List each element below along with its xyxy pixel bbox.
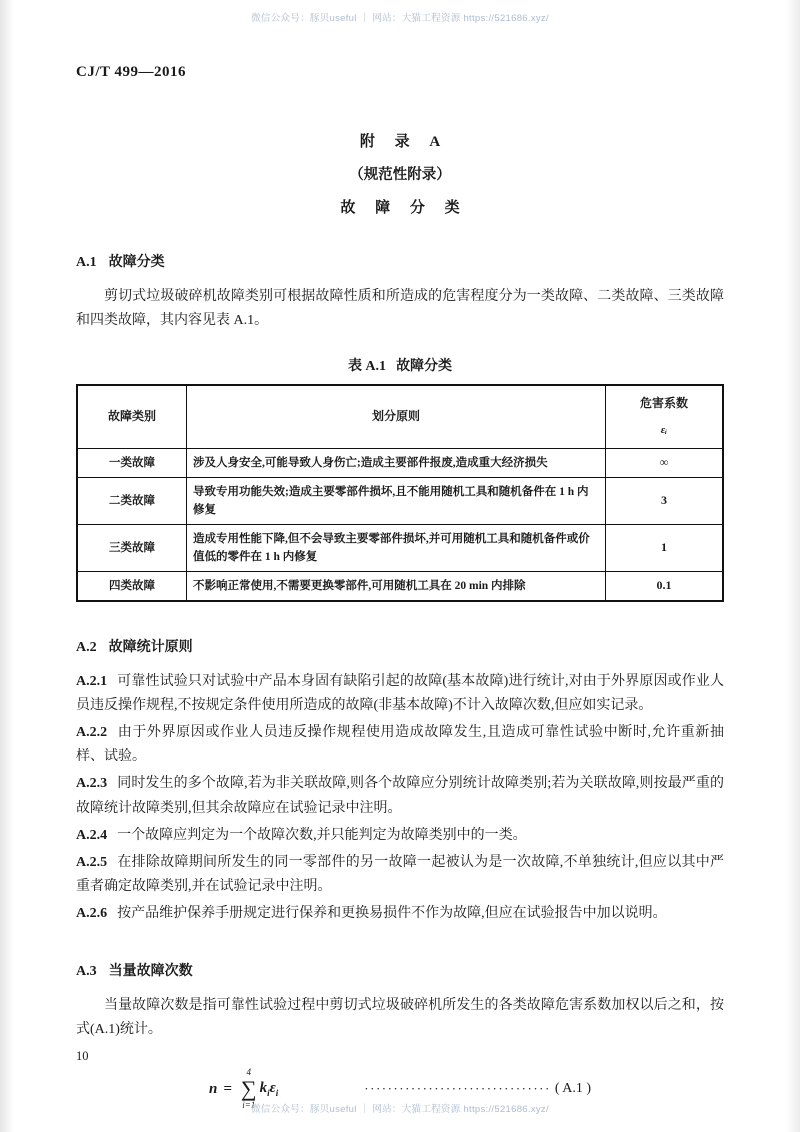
formula-k-sub: i — [267, 1088, 270, 1099]
section-title-a2: 故障统计原则 — [108, 640, 193, 656]
cell-principle: 不影响正常使用,不需要更换零部件,可用随机工具在 20 min 内排除 — [187, 572, 606, 602]
section-a1-paragraph: 剪切式垃圾破碎机故障类别可根据故障性质和所造成的危害程度分为一类故障、二类故障、三类故障和四类故障，其内容见表 A.1。 — [76, 289, 724, 329]
table-caption-label: 表 A.1 — [347, 359, 387, 375]
clause-number: A.2.1 — [76, 674, 108, 690]
cell-category: 一类故障 — [77, 449, 187, 478]
header-principle: 划分原则 — [187, 385, 606, 449]
table-row — [77, 449, 723, 478]
section-heading-a2 — [76, 636, 724, 656]
section-heading-a3 — [76, 960, 724, 980]
clause-number: A.2.2 — [76, 725, 108, 741]
fault-classification-table — [76, 384, 724, 602]
formula-lhs: n — [209, 1080, 218, 1097]
clause-number: A.2.6 — [76, 905, 108, 921]
clause-text: 按产品维护保养手册规定进行保养和更换易损件不作为故障,但应在试验报告中加以说明。 — [117, 905, 667, 921]
section-title-a3: 当量故障次数 — [108, 963, 193, 979]
header-coefficient-symbol: εᵢ — [660, 424, 668, 437]
table-head — [77, 385, 723, 449]
section-a3-paragraph: 当量故障次数是指可靠性试验过程中剪切式垃圾破碎机所发生的各类故障危害系数加权以后之和，按式(A.1)统计。 — [76, 997, 724, 1038]
clause-a23 — [76, 772, 724, 820]
cell-coefficient: 3 — [606, 478, 724, 525]
watermark-bottom: 微信公众号：豚贝useful ｜ 网站：大猫工程资源 https://521686.xyz/ — [251, 1104, 549, 1115]
watermark-top: 微信公众号：豚贝useful ｜ 网站：大猫工程资源 https://521686.xyz/ — [251, 13, 549, 24]
clause-a25 — [76, 851, 724, 899]
section-number-a3: A.3 — [76, 963, 97, 979]
table-body — [77, 449, 723, 602]
formula-epsilon-sub: i — [275, 1088, 279, 1099]
page-content — [76, 130, 724, 1110]
formula-term-epsilon — [270, 1080, 279, 1098]
annex-name: 故 障 分 类 — [340, 200, 468, 216]
cell-category: 三类故障 — [77, 525, 187, 572]
section-heading-a1 — [76, 251, 724, 271]
clause-text: 可靠性试验只对试验中产品本身固有缺陷引起的故障(基本故障)进行统计,对由于外界原因或作业人员违反操作规程,不按规定条件使用所造成的故障(非基本故障)不计入故障次数,但应如实记录。 — [76, 674, 724, 714]
annex-kind: （规范性附录） — [349, 167, 451, 183]
clause-number: A.2.3 — [76, 776, 108, 792]
section-number-a1: A.1 — [76, 255, 97, 270]
clause-text: 在排除故障期间所发生的同一零部件的另一故障一起被认为是一次故障,不单独统计,但应以其中严重者确定故障类别,并在试验记录中注明。 — [76, 854, 724, 894]
sigma-icon: ∑ — [240, 1076, 257, 1102]
cell-coefficient: ∞ — [606, 449, 724, 478]
clause-a24 — [76, 824, 724, 848]
formula-number: ( A.1 ) — [554, 1081, 591, 1097]
formula-equals: = — [223, 1080, 232, 1097]
formula-leader-dots: ································ — [364, 1081, 551, 1097]
sum-lower-limit: i=1 — [242, 1100, 256, 1111]
clause-a21 — [76, 670, 724, 718]
table-header-row — [77, 385, 723, 449]
clause-text: 同时发生的多个故障,若为非关联故障,则各个故障应分别统计故障类别;若为关联故障,则按最严重的故障统计故障类别,但其余故障应在试验记录中注明。 — [76, 776, 724, 816]
formula-epsilon: ε — [269, 1080, 276, 1097]
cell-category: 四类故障 — [77, 572, 187, 602]
cell-principle: 涉及人身安全,可能导致人身伤亡;造成主要部件报废,造成重大经济损失 — [187, 449, 606, 478]
cell-coefficient: 0.1 — [606, 572, 724, 602]
formula-k: k — [259, 1080, 268, 1097]
cell-principle: 造成专用性能下降,但不会导致主要零部件损坏,并可用随机工具和随机备件或价值低的零件在 1 h 内修复 — [187, 525, 606, 572]
table-row — [77, 572, 723, 602]
clause-number: A.2.4 — [76, 827, 108, 843]
page-number: 10 — [76, 1049, 89, 1063]
annex-title: 附 录 A — [359, 134, 449, 150]
clause-text: 由于外界原因或作业人员违反操作规程使用造成故障发生,且造成可靠性试验中断时,允许重新抽样、试验。 — [76, 725, 724, 765]
standard-number: CJ/T 499—2016 — [76, 64, 186, 80]
header-category: 故障类别 — [77, 385, 187, 449]
header-coefficient — [606, 385, 724, 449]
cell-category: 二类故障 — [77, 478, 187, 525]
table-row — [77, 478, 723, 525]
section-title-a1: 故障分类 — [108, 255, 165, 270]
clause-a26 — [76, 902, 724, 926]
section-number-a2: A.2 — [76, 640, 97, 656]
clause-a22 — [76, 721, 724, 769]
clause-text: 一个故障应判定为一个故障次数,并只能判定为故障类别中的一类。 — [117, 827, 527, 843]
cell-coefficient: 1 — [606, 525, 724, 572]
clause-number: A.2.5 — [76, 854, 108, 870]
header-coefficient-label: 危害系数 — [639, 396, 688, 411]
sum-upper-limit: 4 — [246, 1067, 251, 1078]
table-caption-title: 故障分类 — [396, 359, 453, 375]
table-row — [77, 525, 723, 572]
cell-principle: 导致专用功能失效;造成主要零部件损坏,且不能用随机工具和随机备件在 1 h 内修复 — [187, 478, 606, 525]
table-caption — [76, 355, 724, 375]
formula-term-k — [260, 1080, 270, 1098]
